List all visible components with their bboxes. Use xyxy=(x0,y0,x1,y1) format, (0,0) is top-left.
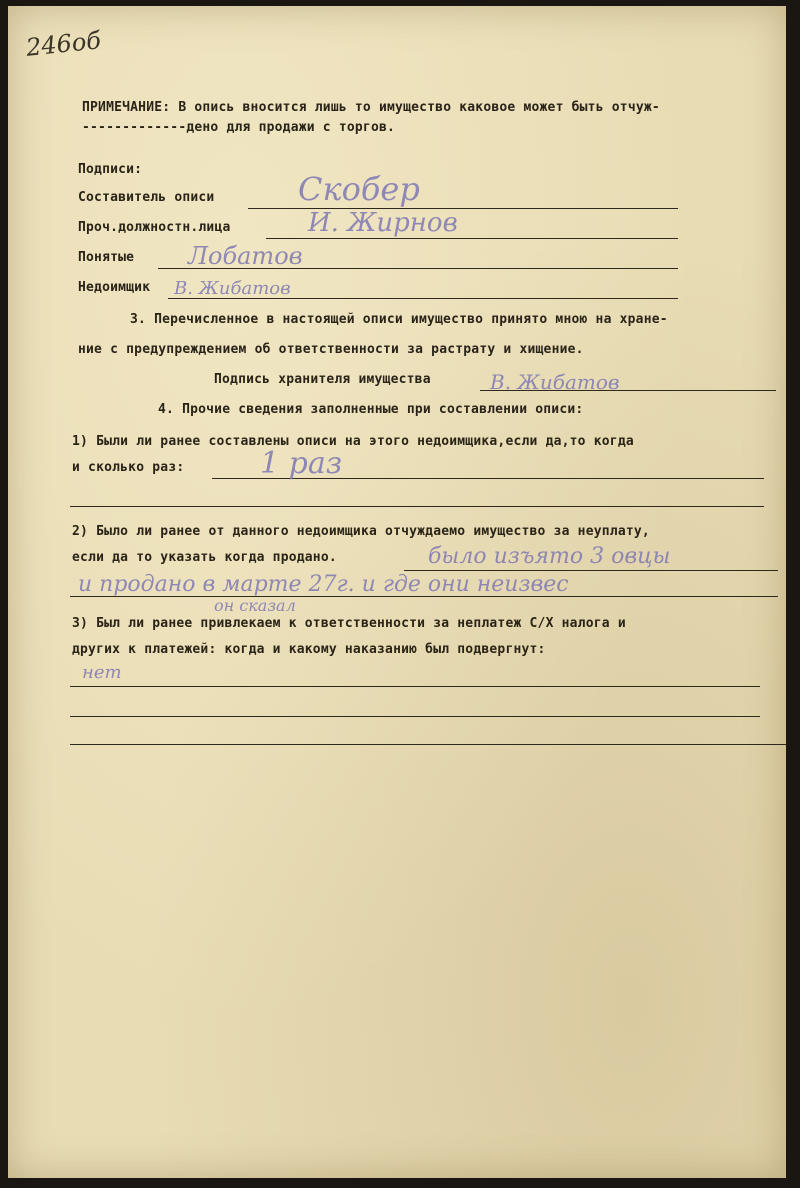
q3-answer-line-1 xyxy=(70,686,760,687)
official-signature-line xyxy=(266,238,678,239)
witnesses-label: Понятые xyxy=(78,250,135,265)
keeper-signature: В. Жибатов xyxy=(490,370,620,394)
compiler-signature: Скобер xyxy=(298,170,420,208)
debtor-signature: В. Жибатов xyxy=(174,278,291,299)
note-line-1: ПРИМЕЧАНИЕ: В опись вносится лишь то имущество каковое может быть отчуж- xyxy=(82,100,660,115)
q3-line-2: других к платежей: когда и какому наказанию был подвергнут: xyxy=(72,642,546,657)
section3-line-2: ние с предупреждением об ответственности за растрату и хищение. xyxy=(78,342,584,357)
q1-line-1: 1) Были ли ранее составлены описи на этого недоимщика,если да,то когда xyxy=(72,434,634,449)
official-label: Проч.должностн.лица xyxy=(78,220,231,235)
note-line-2: -------------дено для продажи с торгов. xyxy=(82,120,396,135)
q3-answer-line-3 xyxy=(70,744,786,745)
debtor-label: Недоимщик xyxy=(78,280,151,295)
q2-answer-line-1 xyxy=(404,570,778,571)
document-page xyxy=(8,6,786,1178)
compiler-label: Составитель описи xyxy=(78,190,215,205)
q3-answer-line-2 xyxy=(70,716,760,717)
q1-line-2: и сколько раз: xyxy=(72,460,185,475)
q2-line-1: 2) Было ли ранее от данного недоимщика отчуждаемо имущество за неуплату, xyxy=(72,524,650,539)
archive-number: 246об xyxy=(24,26,103,62)
section3-line-1: 3. Перечисленное в настоящей описи имущество принято мною на хране- xyxy=(130,312,668,327)
q2-answer-2: и продано в марте 27г. и где они неизвес xyxy=(78,572,569,597)
q2-answer-1: было изъято 3 овцы xyxy=(428,544,671,569)
q1-extra-line xyxy=(70,506,764,507)
q2-line-2: если да то указать когда продано. xyxy=(72,550,337,565)
witnesses-signature: Лобатов xyxy=(188,242,303,270)
q3-line-1: 3) Был ли ранее привлекаем к ответственности за неплатеж С/Х налога и xyxy=(72,616,626,631)
section4-heading: 4. Прочие сведения заполненные при составлении описи: xyxy=(158,402,584,417)
q1-answer: 1 раз xyxy=(260,446,343,481)
keeper-label: Подпись хранителя имущества xyxy=(214,372,431,387)
q3-answer: нет xyxy=(82,662,122,683)
signatures-heading: Подписи: xyxy=(78,162,143,177)
official-signature: И. Жирнов xyxy=(308,208,458,238)
q2-answer-3: он сказал xyxy=(214,596,296,615)
